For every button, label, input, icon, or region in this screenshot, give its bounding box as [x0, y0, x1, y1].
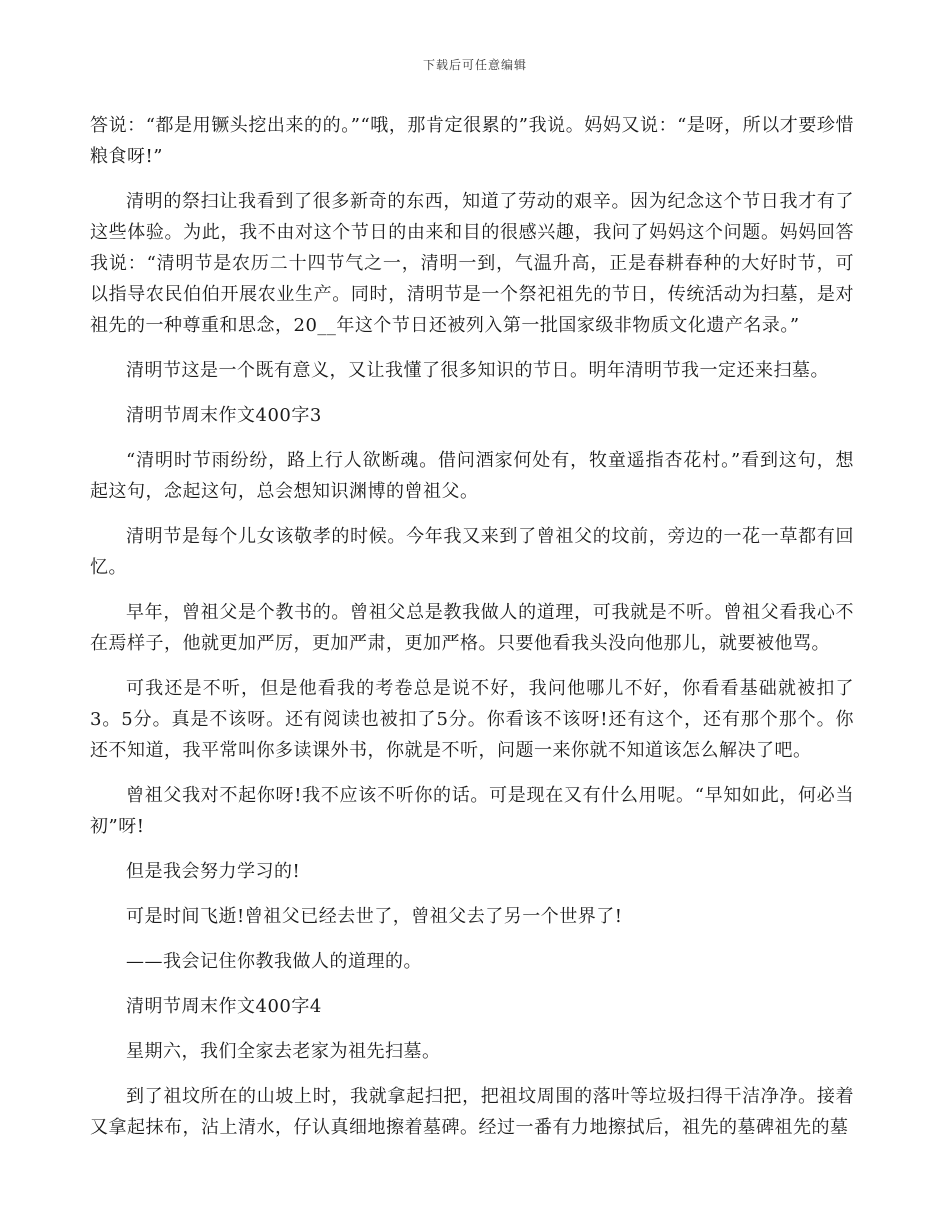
page-header: 下载后可任意编辑	[422, 58, 527, 72]
paragraph: “清明时节雨纷纷，路上行人欲断魂。借问酒家何处有，牧童遥指杏花村。”看到这句，想起这句，念起这句，总会想知识渊博的曾祖父。	[90, 450, 854, 502]
paragraph: 答说：“都是用镢头挖出来的的。”“哦，那肯定很累的”我说。妈妈又说：“是呀，所以才要珍惜粮食呀!”	[90, 115, 854, 167]
section-heading: 清明节周末作文400字4	[126, 996, 322, 1017]
section-heading: 清明节周末作文400字3	[126, 405, 322, 426]
document-body	[90, 110, 854, 1157]
paragraph: 星期六，我们全家去老家为祖先扫墓。	[126, 1041, 441, 1062]
paragraph: 清明的祭扫让我看到了很多新奇的东西，知道了劳动的艰辛。因为纪念这个节日我才有了这些体验。为此，我不由对这个节日的由来和目的很感兴趣，我问了妈妈这个问题。妈妈回答我说：“清明节是农历二十四节气之一，清明一到，气温升高，正是春耕春种的大好时节，可以指导农民伯伯开展农业生产。同时，清明节是一个祭祀祖先的节日，传统活动为扫墓，是对祖先的一种尊重和思念，20__年这个节日还被列入第一批国家级非物质文化遗产名录。”	[90, 191, 854, 336]
paragraph: 早年，曾祖父是个教书的。曾祖父总是教我做人的道理，可我就是不听。曾祖父看我心不在焉样子，他就更加严厉，更加严肃，更加严格。只要他看我头没向他那儿，就要被他骂。	[90, 602, 854, 654]
paragraph: 可是时间飞逝!曾祖父已经去世了，曾祖父去了另一个世界了!	[126, 906, 623, 927]
paragraph: 曾祖父我对不起你呀!我不应该不听你的话。可是现在又有什么用呢。“早知如此，何必当初”呀!	[90, 785, 854, 837]
paragraph: 但是我会努力学习的!	[126, 861, 301, 882]
paragraph: 清明节这是一个既有意义，又让我懂了很多知识的节日。明年清明节我一定还来扫墓。	[126, 360, 829, 381]
paragraph: 可我还是不听，但是他看我的考卷总是说不好，我问他哪儿不好，你看看基础就被扣了3。5分。真是不该呀。还有阅读也被扣了5分。你看该不该呀!还有这个，还有那个那个。你还不知道，我平常叫你多读课外书，你就是不听，问题一来你就不知道该怎么解决了吧。	[90, 678, 854, 761]
paragraph: 到了祖坟所在的山坡上时，我就拿起扫把，把祖坟周围的落叶等垃圾扫得干洁净净。接着又拿起抹布，沾上清水，仔认真细地擦着墓碑。经过一番有力地擦拭后，祖先的墓碑祖先的墓	[90, 1086, 854, 1138]
paragraph: ——我会记住你教我做人的道理的。	[126, 951, 422, 972]
paragraph: 清明节是每个儿女该敬孝的时候。今年我又来到了曾祖父的坟前，旁边的一花一草都有回忆。	[90, 526, 854, 578]
